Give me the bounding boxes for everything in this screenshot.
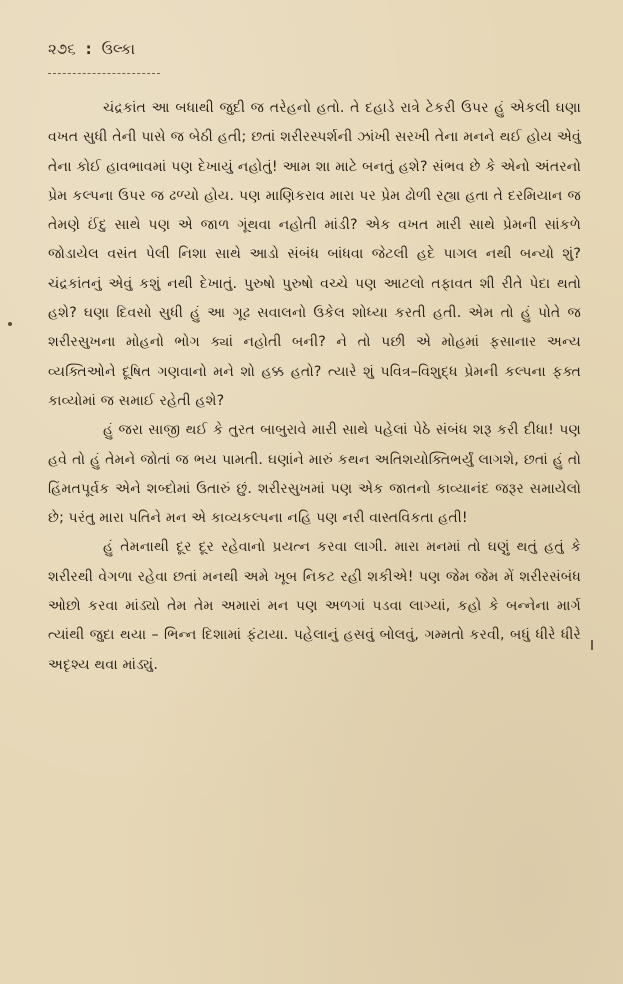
header-rule — [48, 68, 160, 74]
page-number: ૨૭૬ — [48, 40, 76, 58]
header-separator: : — [85, 40, 92, 58]
margin-tick — [591, 640, 593, 650]
paragraph-2: હું જરા સાજી થઈ કે તુરત બાબુરાવે મારી સાથે પહેલાં પેઠે સંબંધ શરૂ કરી દીધા! પણ હવે તો હું તેમને જોતાં જ ભય પામતી. ઘણાંને મારું કથન અતિશયોક્તિભર્યું લાગશે, છતાં હું તો હિંમતપૂર્વક એને શબ્દોમાં ઉતારું છું. શરીરસુખમાં પણ એક જાતનો કાવ્યાનંદ જરૂર સમાયેલો છે; પરંતુ મારા પતિને મન એ કાવ્યકલ્પના નહિ પણ નરી વાસ્તવિકતા હતી! — [48, 422, 581, 527]
running-title: ઉલ્કા — [101, 40, 136, 58]
paragraph-3: હું તેમનાથી દૂર દૂર રહેવાનો પ્રયત્ન કરવા લાગી. મારા મનમાં તો ઘણું થતું હતું કે શરીરથી વેગળા રહેવા છતાં મનથી અમે ખૂબ નિકટ રહી શકીએ! પણ જેમ જેમ મેં શરીરસંબંધ ઓછો કરવા માંડ્યો તેમ તેમ અમારાં મન પણ અળગાં પડવા લાગ્યાં, કહો કે બન્નેના માર્ગ ત્યાંથી જુદા થયા – ભિન્ન દિશામાં ફંટાયા. પહેલાનું હસવું બોલવું, ગમ્મતો કરવી, બધું ધીરે ધીરે અદૃશ્ય થવા માંડ્યું. — [48, 539, 581, 673]
running-head — [48, 40, 581, 66]
paragraph-1: ચંદ્રકાંત આ બધાથી જુદી જ તરેહનો હતો. તે દહાડે રાત્રે ટેકરી ઉપર હું એકલી ઘણા વખત સુધી તેની પાસે જ બેઠી હતી; છતાં શરીરસ્પર્શની ઝાંખી સરખી તેના મનને થઈ હોય એવું તેના કોઈ હાવભાવમાં પણ દેખાયું નહોતું! આમ શા માટે બનતું હશે? સંભવ છે કે એનો અંતરનો પ્રેમ કલ્પના ઉપર જ ઢળ્યો હોય. પણ માણિકરાવ મારા પર પ્રેમ ઢોળી રહ્યા હતા તે દરમિયાન જ તેમણે ઈંદુ સાથે પણ એ જાળ ગૂંથવા નહોતી માંડી? એક વખત મારી સાથે પ્રેમની સાંકળે જોડાયેલ વસંત પેલી નિશા સાથે આડો સંબંધ બાંધવા જેટલી હદે પાગલ નથી બન્યો શું? ચંદ્રકાંતનું એવું કશું નથી દેખાતું. પુરુષો પુરુષો વચ્ચે પણ આટલો તફાવત શી રીતે પેદા થતો હશે? ઘણા દિવસો સુધી હું આ ગૂઢ સવાલનો ઉકેલ શોધ્યા કરતી હતી. એમ તો હું પોતે જ શરીરસુખના મોહનો ભોગ ક્યાં નહોતી બની? ને તો પછી એ મોહમાં ફસાનાર અન્ય વ્યક્તિઓને દૂષિત ગણવાનો મને શો હક્ક હતો? ત્યારે શું પવિત્ર–વિશુદ્ધ પ્રેમની કલ્પના ફક્ત કાવ્યોમાં જ સમાઈ રહેતી હશે? — [48, 100, 581, 409]
margin-mark — [8, 322, 12, 326]
